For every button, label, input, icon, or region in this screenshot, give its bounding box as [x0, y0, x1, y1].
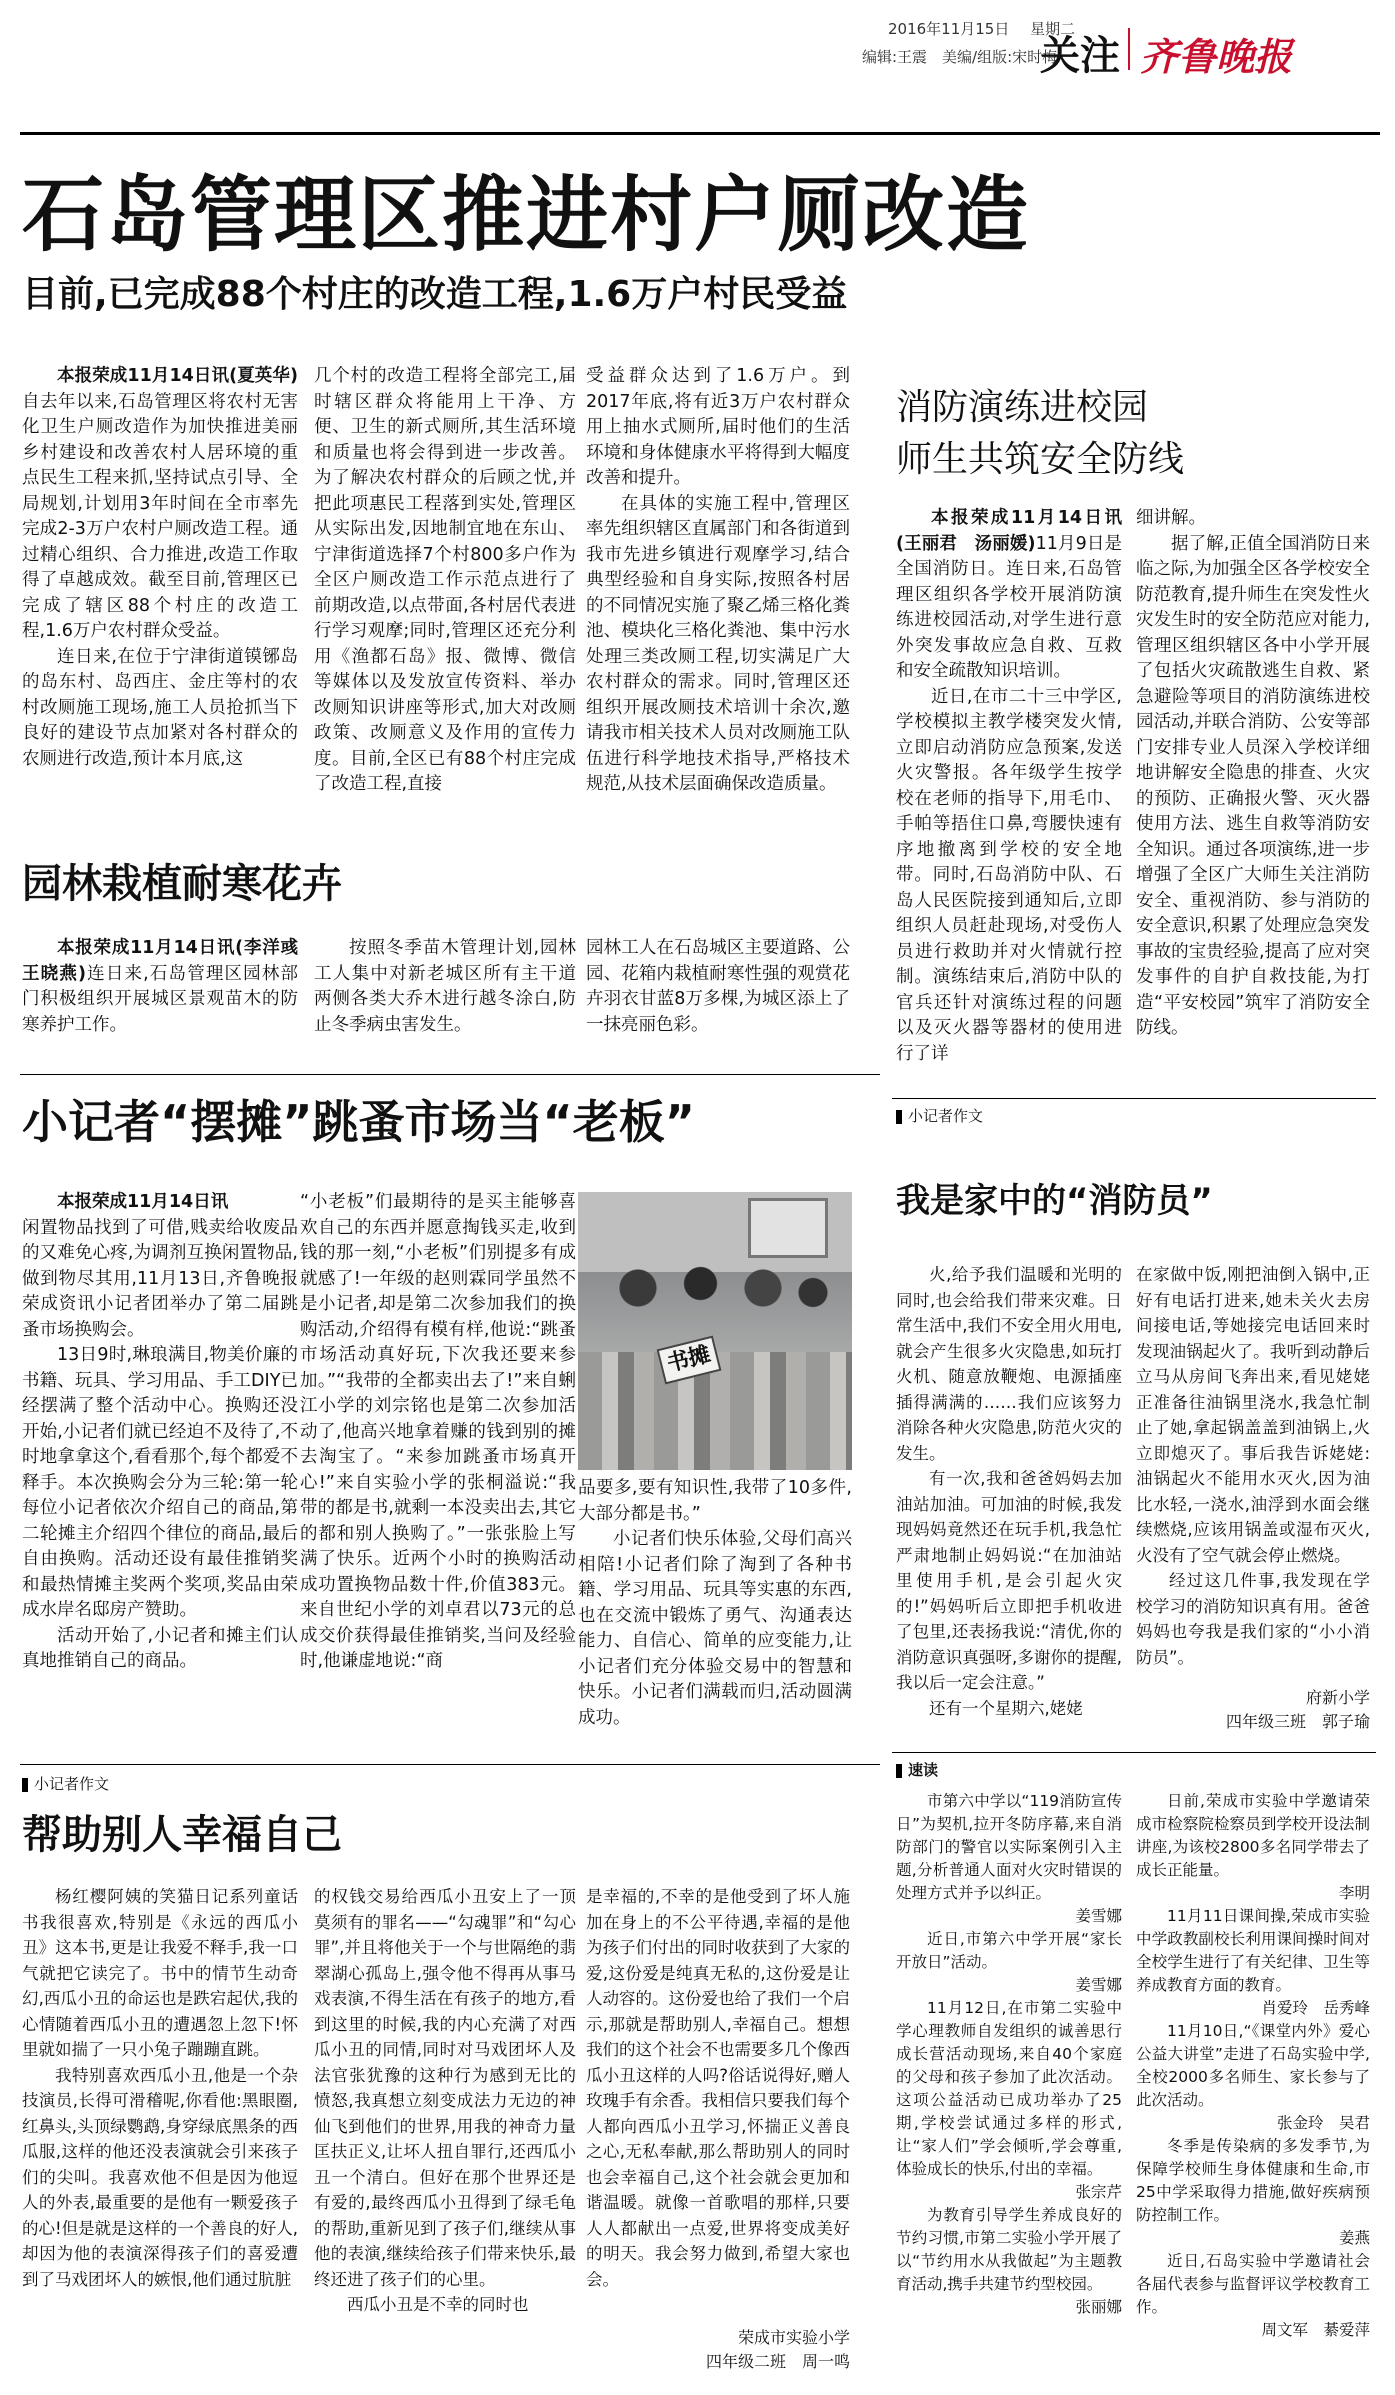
firefighter-para: 有一次,我和爸爸妈妈去加油站加油。可加油的时候,我发现妈妈竟然还在玩手机,我急忙严肃地制止妈妈说:“在加油站里使用手机,是会引起火灾的!”妈妈听后立即把手机收进了包里,还表扬我说:“清优,你的消防意识真强呀,多谢你的提醒,我以后一定会注意。”: [896, 1469, 1122, 1692]
lead-para: 几个村的改造工程将全部完工,届时辖区群众将能用上干净、方便、卫生的新式厕所,其生活环境和质量也将会得到进一步改善。为了解决农村群众的后顾之忧,并把此项惠民工程落到实处,管理区从实际出发,因地制宜地在东山、宁津街道选择7个村800多户作为全区户厕改造工作示范点进行了前期改造,以点带面,各村居代表进行学习观摩;同时,管理区还充分利用《渔都石岛》报、微博、微信等媒体以及发放宣传资料、举办改厕知识讲座等形式,加大对改厕政策、改厕意义及作用的宣传力度。目前,全区已有88个村庄完成了改造工程,直接: [314, 366, 576, 794]
firefighter-headline: 我是家中的“消防员”: [896, 1181, 1213, 1221]
lead-col-2: [314, 364, 576, 854]
quick-item-byline: 周文军 綦爱萍: [1261, 2321, 1370, 2339]
flea-market-photo: [578, 1192, 852, 1470]
quick-item-byline: 李明: [1338, 1884, 1370, 1902]
reporter-headline: 小记者“摆摊”跳蚤市场当“老板”: [22, 1095, 695, 1149]
firefighter-para: 在家做中饭,刚把油倒入锅中,正好有电话打进来,她未关火去房间接电话,等她接完电话回来时发现油锅起火了。我听到动静后立马从房间飞奔出来,看见姥姥正准备往油锅里浇水,我急忙制止了她,拿起锅盖盖到油锅上,火立即熄灭了。事后我告诉姥姥:油锅起火不能用水灭火,因为油比水轻,一浇水,油浮到水面会继续燃烧,应该用锅盖或湿布灭火,火没有了空气就会停止燃烧。: [1136, 1265, 1370, 1565]
fire-headline-line1: 消防演练进校园: [896, 387, 1149, 428]
fire-para: 据了解,正值全国消防日来临之际,为加强全区各学校安全防范教育,提升师生在突发性火灾发生时的安全防范应对能力,管理区组织辖区各中小学开展了包括火灾疏散逃生自救、紧急避险等项目的消防演练进校园活动,并联合消防、公安等部门安排专业人员深入学校详细地讲解安全隐患的排查、火灾的预防、正确报火警、灭火器使用方法、逃生自救等消防安全知识。通过各项演练,进一步增强了全区广大师生关注消防安全、重视消防、参与消防的安全意识,积累了处理应急突发事故的宝贵经验,提高了应对突发事件的自护自救技能,为打造“平安校园”筑牢了消防安全防线。: [1136, 533, 1370, 1038]
fire-para: 11月9日是全国消防日。连日来,石岛管理区组织各学校开展消防演练进校园活动,对学生进行意外突发事故应急自救、互救和安全疏散知识培训。: [896, 533, 1122, 681]
lead-para: 自去年以来,石岛管理区将农村无害化卫生户厕改造作为加快推进美丽乡村建设和改善农村人居环境的重点民生工程来抓,坚持试点引导、全局规划,计划用3年时间在全市率先完成2-3万户农村户厕改造工程。通过精心组织、合力推进,改造工作取得了卓越成效。截至目前,管理区已完成了辖区88个村庄的改造工程,1.6万户农村群众受益。: [22, 391, 298, 641]
quick-item: 市第六中学以“119消防宣传日”为契机,拉开冬防序幕,来自消防部门的警官以实际案例引入主题,分析普通人面对火灾时错误的处理方式并予以纠正。: [896, 1792, 1122, 1902]
label-marker: [896, 1110, 902, 1124]
garden-para: 按照冬季苗木管理计划,园林工人集中对新老城区所有主干道两侧各类大乔木进行越冬涂白,防止冬季病虫害发生。: [314, 938, 576, 1035]
quick-item-byline: 姜燕: [1338, 2229, 1370, 2247]
section-rule: [892, 1098, 1376, 1099]
photo-window: [748, 1198, 828, 1258]
firefighter-para: 火,给予我们温暖和光明的同时,也会给我们带来灾难。日常生活中,我们不安全用火用电,就会产生很多火灾隐患,如玩打火机、随意放鞭炮、电源插座插得满满的……我们应该努力消除各种火灾隐患,防范火灾的发生。: [896, 1265, 1122, 1463]
lead-para: 在具体的实施工程中,管理区率先组织辖区直属部门和各街道到我市先进乡镇进行观摩学习,结合典型经验和自身实际,按照各村居的不同情况实施了聚乙烯三格化粪池、模块化三格化粪池、集中污水处理三类改厕工程,切实满足广大农村群众的需求。同时,管理区还组织开展改厕技术培训十余次,邀请我市相关技术人员对改厕施工队伍进行科学地技术指导,严格技术规范,从技术层面确保改造质量。: [586, 493, 850, 794]
kidwriting-signature: [586, 2326, 850, 2374]
lead-col-1: [22, 364, 298, 854]
quick-item-byline: 张丽娜: [1075, 2298, 1122, 2316]
quick-item: 近日,石岛实验中学邀请社会各届代表参与监督评议学校教育工作。: [1136, 2252, 1370, 2316]
date: 2016年11月15日: [888, 20, 1010, 38]
kidwriting-label-text: 小记者作文: [34, 1775, 110, 1793]
firefighter-signature: [1136, 1686, 1370, 1734]
quick-item: 日前,荣成市实验中学邀请荣成市检察院检察员到学校开设法制讲座,为该校2800多名同学带去了成长正能量。: [1136, 1792, 1370, 1879]
quick-item: 11月11日课间操,荣成市实验中学政教副校长利用课间操时间对全校学生进行了有关纪律、卫生等养成教育方面的教育。: [1136, 1907, 1370, 1994]
weekday: 星期二: [1030, 20, 1076, 38]
reporter-col-2: [300, 1190, 576, 1750]
quick-item: 11月12日,在市第二实验中学心理教师自发组织的诚善思行成长营活动现场,来自40个家庭的父母和孩子参加了此次活动。这项公益活动已成功举办了25期,学校尝试通过多样的形式,让“家人们”学会倾听,学会尊重,体验成长的快乐,付出的幸福。: [896, 1999, 1122, 2178]
reporter-col-3: [578, 1476, 852, 1752]
photo-people: [588, 1252, 838, 1342]
fire-dateline: 本报荣成11月14日讯(王丽君 汤丽媛): [896, 508, 1122, 554]
reporter-para: 13日9时,琳琅满目,物美价廉的书籍、玩具、学习用品、手工DIY已经摆满了整个活动中心。换购还没开始,小记者们就已经迫不及待了,不时地拿拿这个,看看那个,每个都爱不释手。本次换购会分为三轮:第一轮每位小记者依次介绍自己的商品,第二轮摊主介绍四个律位的商品,最后自由换购。活动还设有最佳推销奖和最热情摊主奖两个奖项,奖品由荣成水岸名邸房产赞助。: [22, 1345, 298, 1620]
firefighter-para: 还有一个星期六,姥姥: [929, 1698, 1083, 1718]
lead-col-3: [586, 364, 850, 854]
section-rule: [20, 1074, 880, 1075]
quick-col-2: [1136, 1790, 1370, 2390]
label-marker: [22, 1778, 28, 1792]
reporter-col-1: [22, 1190, 298, 1750]
garden-dateline: 本报荣成11月14日讯(李洋彧 王晓燕): [22, 938, 316, 984]
quick-title-text: 速读: [908, 1761, 939, 1779]
section-rule: [892, 1752, 1376, 1753]
photo-sign-text: 书摊: [664, 1342, 714, 1377]
masthead-rule: [20, 132, 1380, 135]
kidwriting-headline: 帮助别人幸福自己: [22, 1812, 342, 1858]
fire-col-1: [896, 506, 1122, 1064]
fire-headline-line2: 师生共筑安全防线: [896, 439, 1185, 480]
kidwriting-school: 荣成市实验小学: [737, 2328, 850, 2347]
kidwriting-label: [22, 1774, 109, 1794]
firefighter-school: 府新小学: [1305, 1688, 1370, 1707]
garden-para: 连日来,石岛管理区园林部门积极组织开展城区景观苗木的防寒养护工作。: [22, 963, 299, 1035]
reporter-para: 活动开始了,小记者和摊主们认真地推销自己的商品。: [22, 1625, 298, 1671]
firefighter-col-2: [1136, 1262, 1370, 1682]
garden-headline: 园林栽植耐寒花卉: [22, 861, 342, 907]
quick-item-byline: 张金玲 吴君: [1276, 2114, 1370, 2132]
firefighter-label-text: 小记者作文: [908, 1107, 984, 1125]
quick-item: 冬季是传染病的多发季节,为保障学校师生身体健康和生命,市25中学采取得力措施,做好疾病预防控制工作。: [1136, 2137, 1370, 2224]
firefighter-label: [896, 1106, 983, 1126]
garden-col-3: [586, 936, 850, 1046]
quick-title: [896, 1760, 938, 1780]
kidwriting-para: 杨红樱阿姨的笑猫日记系列童话书我很喜欢,特别是《永远的西瓜小丑》这本书,更是让我爱不释手,我一口气就把它读完了。书中的情节生动奇幻,西瓜小丑的命运也是跌宕起伏,我的心情随着西瓜小丑的遭遇忽上忽下!怀里就如揣了一只小兔子蹦蹦直跳。: [22, 1887, 298, 2059]
divider-vertical: [1128, 28, 1130, 70]
quick-item-byline: 肖爱玲 岳秀峰: [1261, 1999, 1370, 2017]
kidwriting-col-1: [22, 1884, 298, 2380]
reporter-para: 闲置物品找到了可借,贱卖给收废品的又难免心疼,为调剂互换闲置物品,做到物尽其用,11月13日,齐鲁晚报荣成资讯小记者团举办了第二届跳蚤市场换购会。: [22, 1217, 298, 1340]
garden-col-2: [314, 936, 576, 1046]
lead-para: 连日来,在位于宁津街道镆铘岛的岛东村、岛西庄、金庄等村的农村改厕施工现场,施工人员抢抓当下良好的建设节点加紧对各村群众的农厕进行改造,预计本月底,这: [22, 646, 298, 769]
quick-item-byline: 姜雪娜: [1075, 1907, 1122, 1925]
quick-item: 为教育引导学生养成良好的节约习惯,市第二实验小学开展了以“节约用水从我做起”为主题教育活动,携手共建节约型校园。: [896, 2206, 1122, 2293]
quick-item: 近日,市第六中学开展“家长开放日”活动。: [896, 1930, 1122, 1971]
garden-para: 园林工人在石岛城区主要道路、公园、花箱内栽植耐寒性强的观赏花卉羽衣甘蓝8万多棵,为城区添上了一抹亮丽色彩。: [586, 938, 850, 1035]
masthead-editors: 编辑:王震 美编/组版:宋时梅: [862, 48, 1058, 66]
fire-headline: [896, 382, 1184, 486]
section-title: 关注: [1040, 32, 1120, 79]
firefighter-author: 四年级三班 郭子瑜: [1225, 1712, 1370, 1731]
reporter-para: 品要多,要有知识性,我带了10多件,大部分都是书。”: [578, 1478, 852, 1524]
quick-col-1: [896, 1790, 1122, 2390]
kidwriting-col-3: [586, 1884, 850, 2324]
firefighter-para: 经过这几件事,我发现在学校学习的消防知识真有用。爸爸妈妈也夸我是我们家的“小小消防员”。: [1136, 1571, 1370, 1667]
garden-col-1: [22, 936, 316, 1046]
kidwriting-para: 的权钱交易给西瓜小丑安上了一顶莫须有的罪名——“勾魂罪”和“勾心罪”,并且将他关于一个与世隔绝的翡翠湖心孤岛上,强令他不得再从事马戏表演,不得生活在有孩子的地方,看到这里的时候,我的内心充满了对西瓜小丑的同情,同时对马戏团坏人及法官张犹豫的这种行为感到无比的愤怒,我真想立刻变成法力无边的神仙飞到他们的世界,用我的神奇力量匡扶正义,让坏人扭自罪行,还西瓜小丑一个清白。但好在那个世界还是有爱的,最终西瓜小丑得到了绿毛龟的帮助,重新见到了孩子们,继续从事他的表演,继续给孩子们带来快乐,最终还进了孩子们的心里。: [314, 1887, 576, 2289]
lead-headline: 石岛管理区推进村户厕改造: [22, 168, 1031, 263]
paper-logo: 齐鲁晚报: [1140, 34, 1293, 79]
quick-item-byline: 张宗芹: [1075, 2183, 1122, 2201]
kidwriting-para: 是幸福的,不幸的是他受到了坏人施加在身上的不公平待遇,幸福的是他为孩子们付出的同时收获到了大家的爱,这份爱是纯真无私的,这份爱是让人动容的。这份爱也给了我们一个启示,那就是帮助别人,幸福自己。想想我们的这个社会不也需要多几个像西瓜小丑这样的人吗?俗话说得好,赠人玫瑰手有余香。我相信只要我们每个人都向西瓜小丑学习,怀揣正义善良之心,无私奉献,那么帮助别人的同时也会幸福自己,这个社会就会更加和谐温暖。就像一首歌唱的那样,只要人人都献出一点爱,世界将变成美好的明天。我会努力做到,希望大家也会。: [586, 1887, 850, 2289]
firefighter-col-1: [896, 1262, 1122, 1736]
reporter-para: 小记者们快乐体验,父母们高兴相陪!小记者们除了淘到了各种书籍、学习用品、玩具等实惠的东西,也在交流中锻炼了勇气、沟通表达能力、自信心、简单的应变能力,让小记者们充分体验交易中的智慧和快乐。小记者们满载而归,活动圆满成功。: [578, 1529, 852, 1728]
quick-item-byline: 姜雪娜: [1075, 1976, 1122, 1994]
label-marker: [896, 1764, 902, 1778]
fire-col-2: [1136, 506, 1370, 1052]
kidwriting-para: 我特别喜欢西瓜小丑,他是一个杂技演员,长得可滑稽呢,你看他:黑眼圈,红鼻头,头顶绿鹦鹉,身穿绿底黑条的西瓜服,这样的他还没表演就会引来孩子们的尖叫。我喜欢他不但是因为他逗人的外表,最重要的是他有一颗爱孩子的心!但是就是这样的一个善良的好人,却因为他的表演深得孩子们的喜爱遭到了马戏团坏人的嫉恨,他们通过肮脏: [22, 2065, 298, 2289]
section-rule: [20, 1764, 880, 1765]
lead-subhead: 目前,已完成88个村庄的改造工程,1.6万户村民受益: [22, 274, 848, 315]
quick-item: 11月10日,“《课堂内外》爱心公益大讲堂”走进了石岛实验中学,全校2000多名师生、家长参与了此次活动。: [1136, 2022, 1370, 2109]
fire-para: 近日,在市二十三中学区,学校模拟主教学楼突发火情,立即启动消防应急预案,发送火灾警报。各年级学生按学校在老师的指导下,用毛巾、手帕等捂住口鼻,弯腰快速有序地撤离到学校的安全地带。同时,石岛消防中队、石岛人民医院接到通知后,立即组织人员赶赴现场,对受伤人员进行救助并对火情就行控制。演练结束后,消防中队的官兵还针对演练过程的问题以及灭火器等器材的使用进行了详: [896, 686, 1122, 1064]
kidwriting-author: 四年级二班 周一鸣: [705, 2352, 850, 2371]
kidwriting-para: 西瓜小丑是不幸的同时也: [347, 2295, 529, 2314]
lead-dateline: 本报荣成11月14日讯(夏英华): [57, 366, 298, 386]
kidwriting-col-2: [314, 1884, 576, 2380]
fire-para: 细讲解。: [1136, 508, 1206, 528]
lead-para: 受益群众达到了1.6万户。到2017年底,将有近3万户农村群众用上抽水式厕所,届时他们的生活环境和身体健康水平将得到大幅度改善和提升。: [586, 366, 850, 488]
reporter-dateline: 本报荣成11月14日讯: [57, 1192, 229, 1212]
reporter-para: “小老板”们最期待的是买主能够喜欢自己的东西并愿意掏钱买走,收到钱的那一刻,“小老板”们别提多有成就感了!一年级的赵则霖同学虽然不是小记者,却是第二次参加我们的换购活动,介绍得有模有样,他说:“跳蚤市场活动真好玩,下次我还要来参加。”“我带的全都卖出去了!”来自蜊江小学的刘宗铭也是第二次参加活动了,他高兴地拿着赚的钱到别的摊去淘宝了。“来参加跳蚤市场真开心!”来自实验小学的张桐溢说:“我带的都是书,就剩一本没卖出去,其它的都和别人换购了。”一张张脸上写满了快乐。近两个小时的换购活动成功置换物品数十件,价值383元。来自世纪小学的刘卓君以73元的总成交价获得最佳推销奖,当问及经验时,他谦虚地说:“商: [300, 1192, 576, 1671]
